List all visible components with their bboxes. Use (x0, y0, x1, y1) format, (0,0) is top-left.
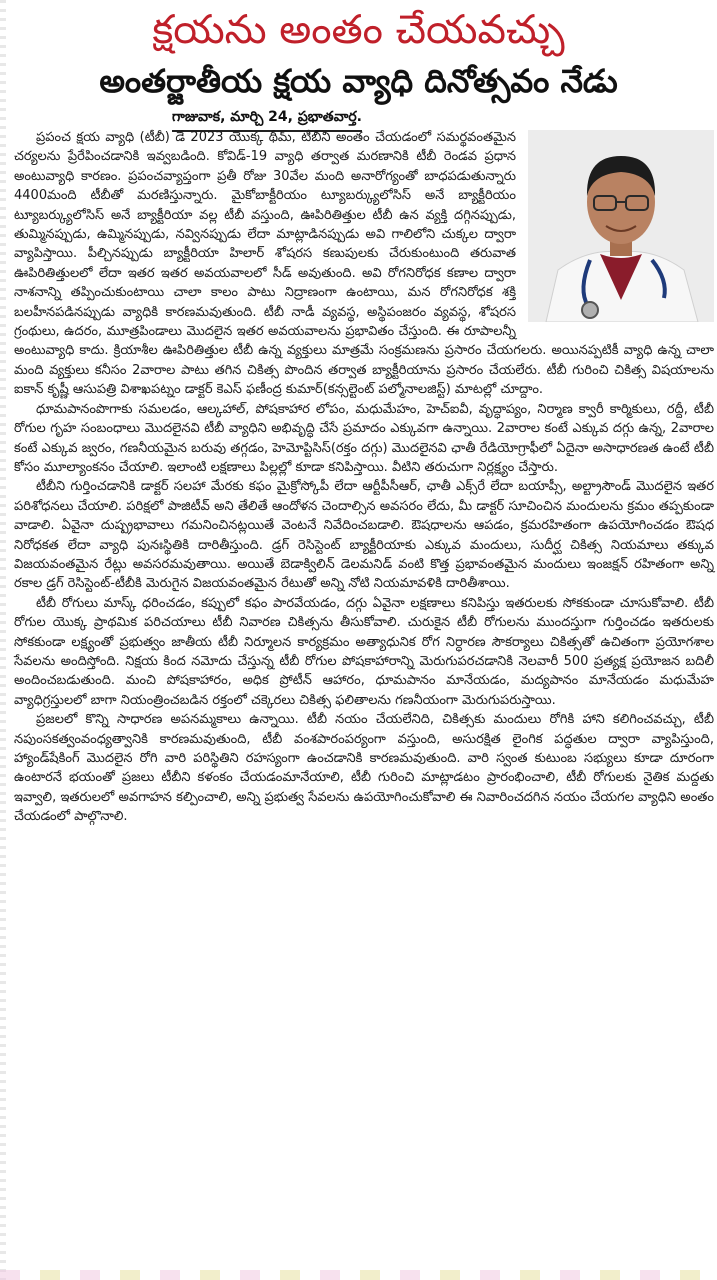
paragraph-2: ధూమపానంపొగాకు సమలడం, ఆల్కహాల్, పోషకాహార లోపం, మధుమేహం, హెచ్ఐవీ, వృద్ధాప్యం, నిర్మాణ క్వారీ కార్మికులు, రద్దీ, టీబీ రోగుల గృహ సంబంధాలు మొదలైనవి టీబీ వ్యాధిని అభివృద్ధి చేసే ప్రమాదం ఎక్కువగా ఉన్నాయి. 2వారాల కంటే ఎక్కువ దగ్గు ఉన్న, 2వారాల కంటే ఎక్కువ జ్వరం, గణనీయమైన బరువు తగ్గడం, హెమోప్టిసిస్(రక్తం దగ్గు) మొదలైనవి ఛాతీ రేడియోగ్రాఫీలో ఏదైనా అసాధారణత ఉంటే టీబీ కోసం మూల్యాంకనం చేయాలి. ఇలాంటి లక్షణాలు పిల్లల్లో కూడా కనిపిస్తాయి. వీటిని తరుచుగా నిర్లక్ష్యం చేస్తారు. (14, 401, 714, 475)
paragraph-5: ప్రజలలో కొన్ని సాధారణ అపనమ్మకాలు ఉన్నాయి. టీబీ నయం చేయలేనిది, చికిత్సకు మందులు రోగికి హాని కలిగించవచ్చు, టీబీ నపుంసకత్వంవంధ్యత్వానికి కారణమవుతుంది, టీబీ వంశపారంపర్యంగా వస్తుంది, అసురక్షిత లైంగిక పద్ధతుల ద్వారా వ్యాపిస్తుంది, హ్యాండ్‌షేకింగ్ మొదలైన రోగి వారి పరిస్థితిని రహస్యంగా ఉంచడానికి కారణమవుతుంది. వారి స్వంత కుటుంబ సభ్యులు కూడా దూరంగా ఉంటారనే భయంతో ప్రజలు టీబీని కళంకం చేయడంమానేయాలి, టీబీ గురించి మాట్లాడటం ప్రారంభించాలి, టీబీ రోగులకు నైతిక మద్దతు ఇవ్వాలి, ఇతరులలో అవగాహన కల్పించాలి, అన్ని ప్రభుత్వ సేవలను ఉపయోగించుకోవాలి ఈ నివారించదగిన నయం చేయగల వ్యాధిని అంతం చేయడంలో పాల్గొనాలి. (14, 712, 714, 825)
headline: క్షయను అంతం చేయవచ్చు (152, 7, 565, 53)
paragraph-4: టీబీ రోగులు మాస్క్ ధరించడం, కప్పులో కఫం పారవేయడం, దగ్గు ఏవైనా లక్షణాలు కనిపిస్తు ఇతరులకు సోకకుండా చూసుకోవాలి. టీబీ రోగుల యొక్క ప్రాథమిక పరిచయాలు టీబీ నివారణ చికిత్సను తీసుకోవాలి. చురుకైన టీబీ రోగులను ముందస్తుగా గుర్తించడం ఇతరులకు సోకకుండా లక్ష్యంతో ప్రభుత్వం జాతీయ టీబీ నిర్మూలన కార్యక్రమం అత్యాధునిక రోగ నిర్ధారణ సౌకర్యాలు చికిత్సతో ఉచితంగా ప్రయోగశాల సేవలను అందిస్తోంది. నిక్షయ కింద నమోదు చేస్తున్న టీబీ రోగుల పోషకాహారాన్ని మెరుగుపరచడానికి నెలవారీ 500 ప్రత్యక్ష ప్రయోజన బదిలీ అందించబడుతుంది. మంచి పోషకాహారం, అధిక ప్రోటీన్ ఆహారం, ధూమపానం మానేయడం, మద్యపానం మానేయడం మధుమేహ వ్యాధిగ్రస్తులలో బాగా నియంత్రించబడిన రక్తంలో చక్కెరలు చికిత్స ఫలితాలను గణనీయంగా మెరుగుపరుస్తాయి. (14, 595, 714, 708)
subheadline: అంతర్జాతీయ క్షయ వ్యాధి దినోత్సవం నేడు (99, 62, 618, 100)
bottom-edge (0, 1270, 717, 1280)
dateline: గాజువాక, మార్చి 24, ప్రభాతవార్త. (172, 107, 362, 132)
photo-spacer (524, 128, 714, 324)
paragraph-3: టీబీని గుర్తించడానికి డాక్టర్ సలహా మేరకు కఫం మైక్రోస్కోపీ లేదా ఆర్టీపీసీఆర్, ఛాతీ ఎక్స్‌రే లేదా బయాప్సీ, అల్ట్రాసౌండ్ మొదలైన ఇతర పరిశోధనలు చేయాలి. పరిక్షలో పాజిటీవ్ అని తేలితే ఆందోళన చెందాల్సిన అవసరం లేదు, మీ డాక్టర్ సూచించిన మందులను క్రమం తప్పకుండా వాడాలి. ఏవైనా దుష్ప్రభావాలు గమనించినట్లయితే వెంటనే నివేదించబడాలి. ఔషధాలను ఆపడం, క్రమరహితంగా ఉపయోగించడం ఔషధ నిరోధకత లేదా వ్యాధి పునఃస్థితికి దారితీస్తుంది. డ్రగ్ రెసిస్టెంట్ బ్యాక్టీరియాకు ఎక్కువ మందులు, సుదీర్ఘ చికిత్స నియమాలు తక్కువ విజయవంతమైన రేట్లు అవసరమవుతాయి. అయితే బెడాక్విలిన్ డెలమనిడ్ వంటి కొత్త ప్రభావంతమైన మందులు ఇంజక్షన్ రహితంగా అన్ని రకాల డ్రగ్ రెసిస్టెంట్-టీబీకి మెరుగైన విజయవంతమైన రేటుతో అన్ని నోటి నియమావళికి దారితీశాయి. (14, 479, 714, 592)
column-rule (0, 0, 6, 1280)
article-body (14, 128, 714, 827)
paragraph-1: ప్రపంచ క్షయ వ్యాధి (టీబీ) డే 2023 యొక్క థీమ్, టీబీని అంతం చేయడంలో సమర్థవంతమైన చర్యలను ప్రేరేపించడానికి ఇవ్వబడింది. కోవిడ్-19 వ్యాధి తర్వాత మరణానికి టీబీ రెండవ ప్రధాన అంటువ్యాధి కారణం. ప్రపంచవ్యాప్తంగా ప్రతీ రోజు 30వేల మంది అనారోగ్యంతో బాధపడుతున్నారు 4400మంది టీబీతో మరణిస్తున్నారు. మైకోబాక్టీరియం ట్యూబర్క్యులోసిస్ అనే బ్యాక్టీరియం ట్యూబర్క్యులోసిస్ అనే బ్యాక్టీరియా వల్ల టీబీ వస్తుంది, ఊపిరితిత్తుల టీబీ ఉన వ్యక్తి దగ్గినప్పుడు, తుమ్మినప్పుడు, ఉమ్మినప్పుడు, నవ్వినప్పుడు లేదా మాట్లాడినప్పుడు అవి గాలిలోని చుక్కల ద్వారా వ్యాపిస్తాయి. పీల్చినప్పుడు బ్యాక్టీరియా హిలార్ శోషరస కణుపులకు చేరుకుంటుంది తరువాత ఊపిరితిత్తులలో లేదా ఇతర ఇతర అవయవాలలో సీడ్ అవుతుంది. అవి రోగనిరోధక కణాల ద్వారా నాశనాన్ని తప్పించుకుంటాయి చాలా కాలం పాటు నిద్రాణంగా ఉంటాయి, మన రోగనిరోధక శక్తి బలహీనపడినప్పుడు వ్యాధికి కారణమవుతుంది. టీబీ నాడీ వ్యవస్థ, అస్థిపంజరం వ్యవస్థ, శోషరస గ్రంథులు, ఉదరం, మూత్రపిండాలు మొదలైన ఇతర అవయవాలను ప్రభావితం చేస్తుంది. ఈ రూపాలన్నీ అంటువ్యాధి కాదు. క్రియాశీల ఊపిరితిత్తుల టీబీ ఉన్న వ్యక్తులు మాత్రమే సంక్రమణను ప్రసారం చేయగలరు. అయినప్పటికీ వ్యాధి ఉన్న చాలా మంది వ్యక్తులు కనీసం 2వారాల పాటు తగిన చికిత్స పొందిన తర్వాత బ్యాక్టీరియాను ప్రసారం చేయలేరు. టీబీ గురించి చికిత్స విషయాలను ఐకాన్ కృష్ణీ ఆసుపత్రి విశాఖపట్నం డాక్టర్ కెఎస్ ఫణీంద్ర కుమార్(కన్సల్టెంట్ పల్మోనాలజిస్ట్) మాటల్లో చూద్దాం. (14, 130, 714, 398)
